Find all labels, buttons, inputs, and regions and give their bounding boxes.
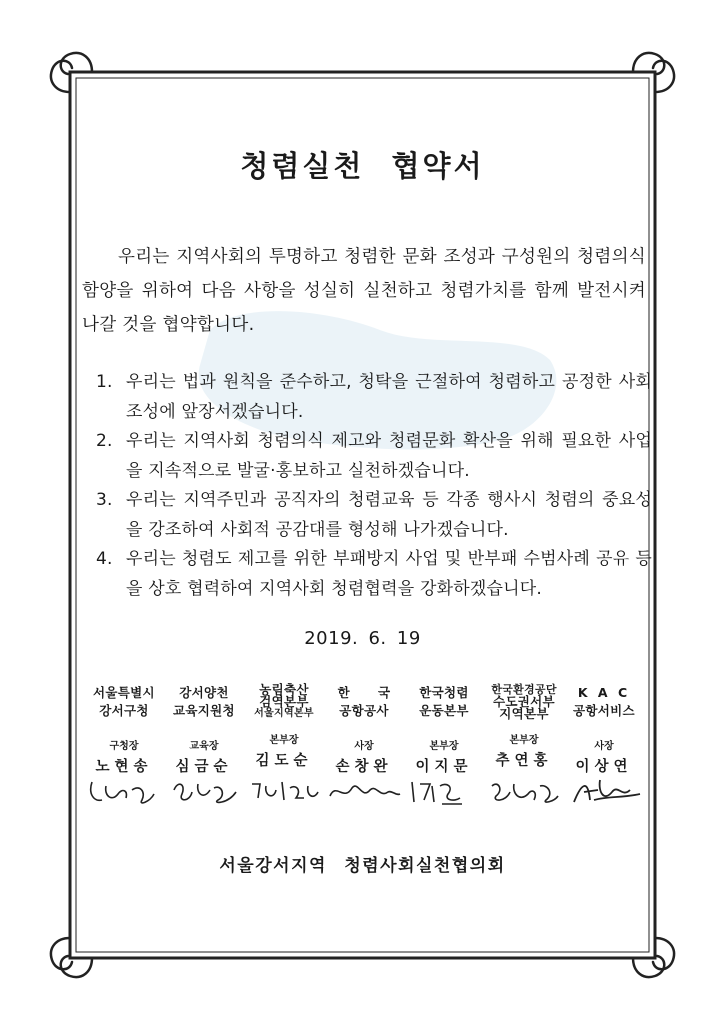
agreement-item — [96, 427, 652, 486]
item-text: 우리는 법과 원칙을 준수하고, 청탁을 근절하여 청렴하고 공정한 사회 조성에 앞장서겠습니다. — [126, 372, 652, 422]
signature-mark — [324, 772, 404, 812]
signer-name: 이상연 — [575, 759, 633, 775]
signer-name: 이지문 — [415, 759, 473, 775]
signatory — [324, 684, 404, 777]
org-line-2: 교육지원청 — [173, 703, 235, 718]
signatory — [244, 684, 324, 771]
intro-paragraph: 우리는 지역사회의 투명하고 청렴한 문화 조성과 구성원의 청렴의식 함양을 위하여 다음 사항을 성실히 실천하고 청렴가치를 함께 발전시켜 나갈 것을 협약합니다. — [82, 247, 646, 335]
signature-mark — [564, 772, 644, 812]
org-line-3: 지역본부 — [499, 706, 549, 721]
org-line-1: 서울특별시 — [93, 685, 155, 700]
signer-position: 본부장 — [429, 741, 459, 752]
agreement-item — [96, 486, 652, 545]
agreement-items — [96, 368, 652, 604]
org-line-3: 서울지역본부 — [254, 708, 314, 719]
council-name: 서울강서지역 청렴사회실천협의회 — [219, 856, 506, 876]
signer-position: 사장 — [594, 741, 614, 752]
org-line-2: 강서구청 — [99, 703, 149, 718]
item-number: 1. — [96, 372, 113, 392]
signatory — [164, 684, 244, 777]
item-text: 우리는 지역주민과 공직자의 청렴교육 등 각종 행사시 청렴의 중요성을 강조하여 사회적 공감대를 형성해 나가겠습니다. — [126, 490, 652, 540]
org-line-1: 한 국 — [337, 685, 391, 700]
signature-mark — [164, 772, 244, 812]
signatory — [484, 684, 564, 771]
org-line-2: 공항공사 — [339, 703, 389, 718]
org-line-1: 강서양천 — [179, 685, 229, 700]
org-line-1: 한국청렴 — [419, 685, 469, 700]
signature-mark — [84, 772, 164, 812]
org-line-2: 검역본부 — [259, 694, 309, 709]
org-line-1: 농림축산 — [259, 682, 309, 697]
org-line-2: 수도권서부 — [493, 694, 555, 709]
signer-name: 추연홍 — [495, 753, 553, 769]
item-text: 우리는 지역사회 청렴의식 제고와 청렴문화 확산을 위해 필요한 사업을 지속적으로 발굴·홍보하고 실천하겠습니다. — [126, 431, 652, 481]
signatory — [84, 684, 164, 777]
org-line-2: 공항서비스 — [573, 703, 635, 718]
signer-name: 심금순 — [175, 759, 233, 775]
signature-mark — [404, 772, 484, 812]
item-number: 3. — [96, 490, 113, 510]
agreement-item — [96, 368, 652, 427]
item-number: 4. — [96, 549, 113, 569]
signatory — [404, 684, 484, 777]
signer-name: 손창완 — [335, 759, 393, 775]
signer-position: 본부장 — [509, 735, 539, 746]
org-line-1: 한국환경공단 — [491, 683, 557, 696]
signatory — [564, 684, 644, 777]
agreement-item — [96, 545, 652, 604]
signer-name: 노현송 — [95, 759, 153, 775]
signer-name: 김도순 — [255, 753, 313, 769]
org-line-2: 운동본부 — [419, 703, 469, 718]
signature-mark — [244, 772, 324, 812]
item-number: 2. — [96, 431, 113, 451]
signature-mark — [484, 772, 564, 812]
signatories — [84, 684, 644, 824]
item-text: 우리는 청렴도 제고를 위한 부패방지 사업 및 반부패 수범사례 공유 등을 상호 협력하여 지역사회 청렴협력을 강화하겠습니다. — [126, 549, 652, 599]
agreement-date: 2019. 6. 19 — [304, 628, 421, 649]
document-title: 청렴실천 협약서 — [240, 149, 485, 183]
signer-position: 본부장 — [269, 735, 299, 746]
org-line-1: K A C — [577, 685, 631, 700]
signer-position: 교육장 — [189, 741, 219, 752]
signer-position: 구청장 — [109, 741, 139, 752]
signer-position: 사장 — [354, 741, 374, 752]
